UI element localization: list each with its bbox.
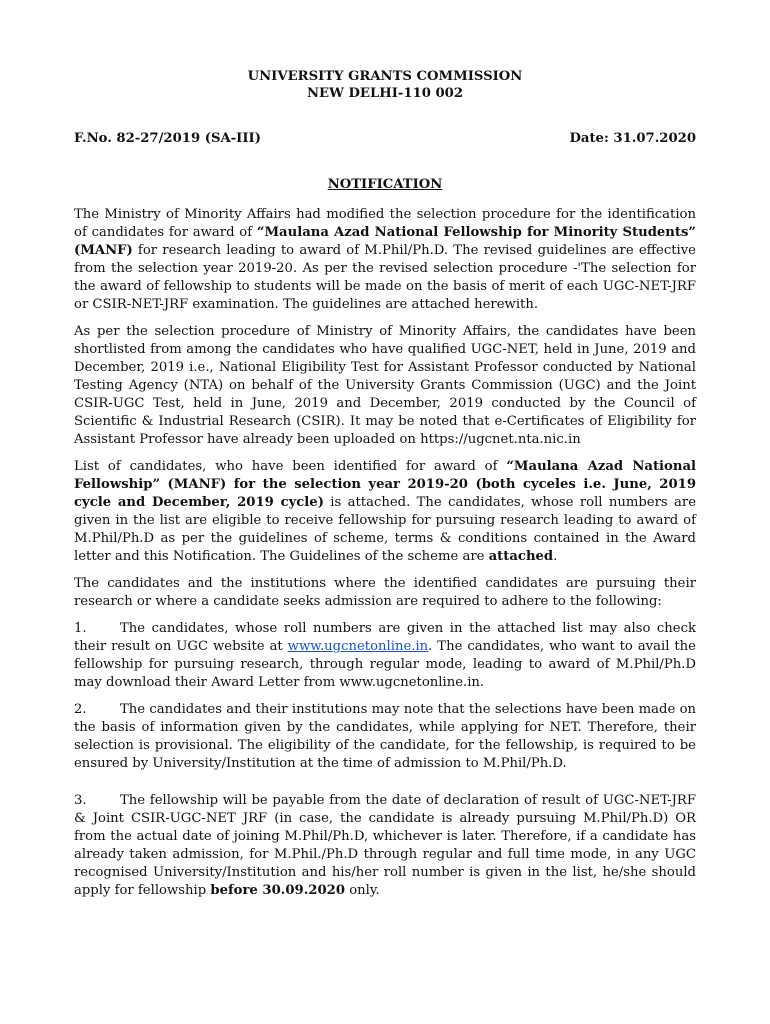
org-address: NEW DELHI-110 002 <box>306 86 463 101</box>
reference-row <box>74 130 696 148</box>
paragraph-list-bold-1: “Maulana Azad National Fellowship” (MANF) for the selection year 2019-20 (both cyceles i.e. June, 2019 cycle and December, 2019 cycle) <box>74 459 696 510</box>
item-1-text-2: . The candidates, who want to avail the fellowship for pursuing research, through regular mode, leading to award of M.Phil/Ph.D may download their Award Letter from www.ugcnetonline.in. <box>74 639 696 690</box>
item-3 <box>74 792 696 900</box>
paragraph-candidate-list <box>74 458 696 566</box>
item-3-number: 3. <box>74 793 87 808</box>
item-2 <box>74 701 696 773</box>
item-2-text: The candidates and their institutions may note that the selections have been made on the basis of information given by the candidates, while applying for NET. Therefore, their selection is provisional. The eligibility of the candidate, for the fellowship, is required to be ensured by University/Institution at the time of admission to M.Phil/Ph.D. <box>74 702 696 771</box>
notification-date: Date: 31.07.2020 <box>569 131 696 146</box>
item-1 <box>74 620 696 692</box>
item-1-text-1: The candidates, whose roll numbers are given in the attached list may also check their result on UGC website at <box>74 621 696 654</box>
org-name: UNIVERSITY GRANTS COMMISSION <box>247 69 523 84</box>
paragraph-list-text-1: List of candidates, who have been identified for award of <box>74 459 507 474</box>
paragraph-intro-text-2: for research leading to award of M.Phil/Ph.D. The revised guidelines are effective from the selection year 2019-20. As per the revised selection procedure -'The selection for the award of fellowship to students will be made on the basis of merit of each UGC-NET-JRF or CSIR-NET-JRF examination. The guidelines are attached herewith. <box>74 243 696 312</box>
item-3-text-1: The fellowship will be payable from the date of declaration of result of UGC-NET-JRF & Joint CSIR-UGC-NET JRF (in case, the candidate is already pursuing M.Phil/Ph.D) OR from the actual date of joining M.Phil/Ph.D, whichever is later. Therefore, if a candidate has already taken admission, for M.Phil./Ph.D through regular and full time mode, in any UGC recognised University/Institution and his/her roll number is given in the list, he/she should apply for fellowship <box>74 793 696 898</box>
paragraph-intro-bold: “Maulana Azad National Fellowship for Minority Students” (MANF) <box>74 225 696 258</box>
notification-title: NOTIFICATION <box>327 177 443 192</box>
paragraph-list-text-2: is attached. The candidates, whose roll numbers are given in the list are eligible to receive fellowship for pursuing research leading to award of M.Phil/Ph.D as per the guidelines of scheme, terms & conditions contained in the Award letter and this Notification. The Guidelines of the scheme are <box>74 495 696 564</box>
paragraph-selection-procedure: As per the selection procedure of Ministry of Minority Affairs, the candidates have been shortlisted from among the candidates who have qualified UGC-NET, held in June, 2019 and December, 2019 i.e., National Eligibility Test for Assistant Professor conducted by National Testing Agency (NTA) on behalf of the University Grants Commission (UGC) and the Joint CSIR-UGC Test, held in June, 2019 and December, 2019 conducted by the Council of Scientific & Industrial Research (CSIR). It may be noted that e-Certificates of Eligibility for Assistant Professor have already been uploaded on https://ugcnet.nta.nic.in <box>74 324 696 447</box>
item-3-deadline: before 30.09.2020 <box>210 883 345 898</box>
item-1-number: 1. <box>74 621 87 636</box>
ugc-website-link[interactable]: www.ugcnetonline.in <box>287 639 429 654</box>
paragraph-intro <box>74 206 696 314</box>
item-3-text-2: only. <box>345 883 380 898</box>
paragraph-intro-text-1: The Ministry of Minority Affairs had modified the selection procedure for the identification of candidates for award of <box>74 207 696 240</box>
letterhead <box>74 68 696 102</box>
paragraph-list-bold-2: attached <box>488 549 554 564</box>
paragraph-adherence: The candidates and the institutions where the identified candidates are pursuing their research or where a candidate seeks admission are required to adhere to the following: <box>74 576 696 609</box>
item-2-number: 2. <box>74 702 87 717</box>
file-number: F.No. 82-27/2019 (SA-III) <box>74 131 261 146</box>
paragraph-list-text-3: . <box>553 549 558 564</box>
